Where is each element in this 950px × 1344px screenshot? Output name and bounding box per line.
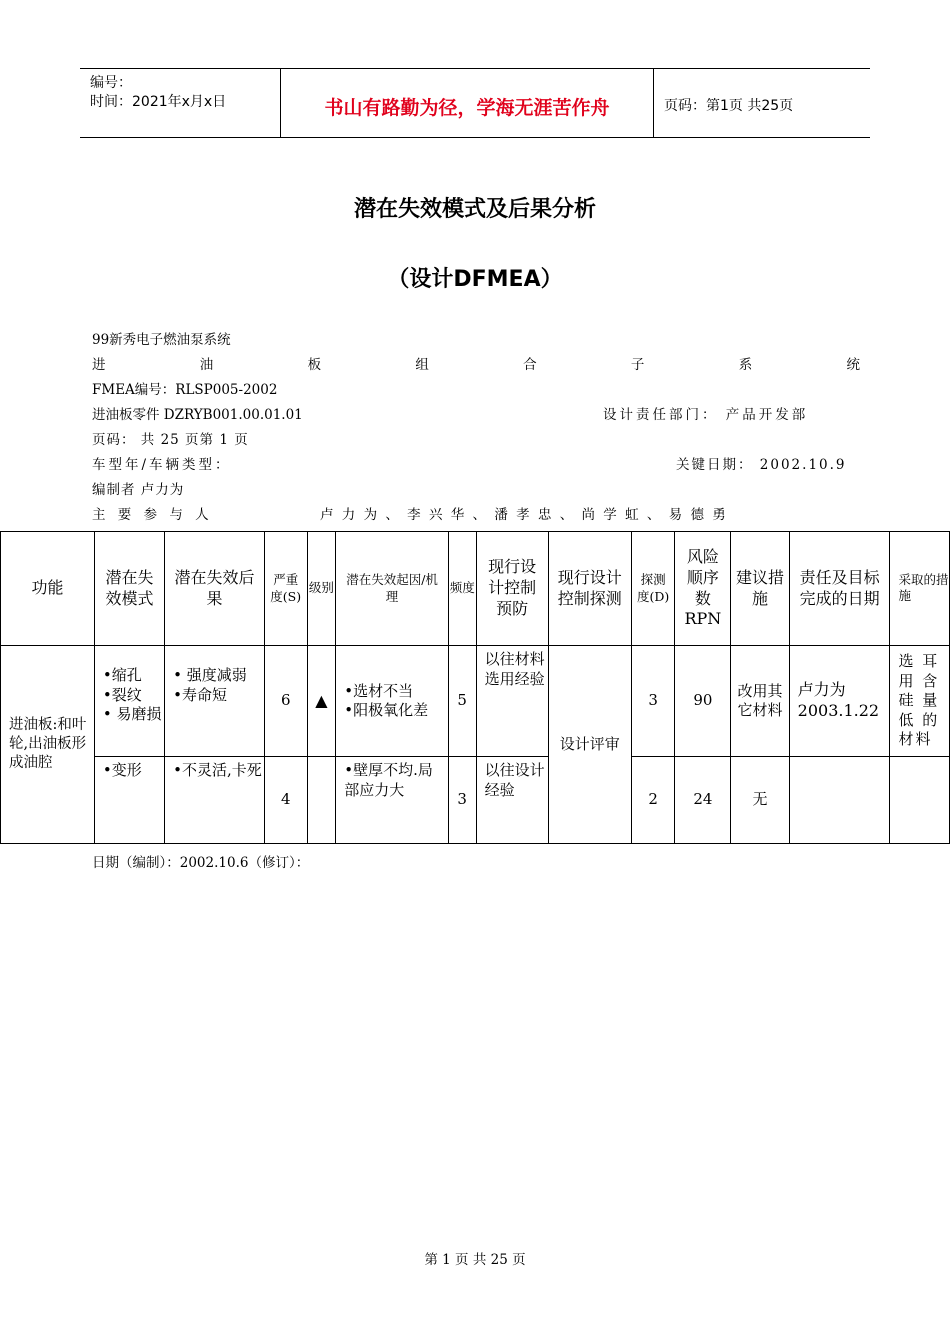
col-effects: 潜在失效后果 bbox=[165, 532, 265, 646]
fmea-table bbox=[0, 531, 950, 844]
doc-title: 潜在失效模式及后果分析 bbox=[353, 197, 596, 222]
col-class: 级别 bbox=[307, 532, 336, 646]
subsystem-char: 统 bbox=[846, 357, 860, 373]
responsibility-cell: 卢力为 2003.1.22 bbox=[789, 646, 890, 757]
participants-label: 主 要 参 与 人 bbox=[92, 507, 213, 523]
action-cell: 无 bbox=[731, 757, 789, 844]
rpn-cell: 90 bbox=[675, 646, 731, 757]
subsystem-char: 油 bbox=[199, 357, 214, 373]
footer-page-number: 第 1 页 共 25 页 bbox=[424, 1252, 526, 1268]
col-action-taken: 采取的措施 bbox=[890, 532, 950, 646]
prevention-cell: 以往设计经验 bbox=[476, 757, 548, 844]
subsystem-char: 板 bbox=[307, 357, 322, 373]
header-right-cell bbox=[654, 69, 870, 137]
rpn-cell: 24 bbox=[675, 757, 731, 844]
failure-mode-cell: •变形 bbox=[94, 757, 164, 844]
doc-date: 时间：2021年x月x日 bbox=[90, 94, 227, 110]
severity-cell: 6 bbox=[264, 646, 307, 757]
col-failure-mode: 潜在失效模式 bbox=[94, 532, 164, 646]
table-header-row bbox=[1, 532, 950, 646]
action-taken-cell bbox=[890, 757, 950, 844]
page-info: 页码： 共 25 页第 1 页 bbox=[92, 432, 249, 448]
severity-cell: 4 bbox=[264, 757, 307, 844]
table-row bbox=[1, 646, 950, 757]
doc-code: 编号： bbox=[90, 75, 132, 91]
col-responsibility: 责任及目标完成的日期 bbox=[789, 532, 890, 646]
cause-cell: •选材不当 •阳极氧化差 bbox=[336, 646, 449, 757]
system-name: 99新秀电子燃油泵系统 bbox=[92, 332, 231, 348]
prevention-cell: 以往材料选用经验 bbox=[476, 646, 548, 757]
key-date: 关键日期： 2002.10.9 bbox=[676, 457, 847, 473]
detection-cell: 2 bbox=[631, 757, 675, 844]
failure-mode-cell: •缩孔 •裂纹 • 易磨损 bbox=[94, 646, 164, 757]
footer-date: 日期（编制）：2002.10.6（修订）： bbox=[92, 855, 310, 871]
table-row bbox=[1, 757, 950, 844]
subsystem-char: 子 bbox=[630, 357, 645, 373]
col-detection-control: 现行设计控制探测 bbox=[548, 532, 631, 646]
part-number: 进油板零件 DZRYB001.00.01.01 bbox=[92, 407, 303, 423]
model-year: 车型年/车辆类型： bbox=[92, 457, 232, 473]
effects-cell: •不灵活,卡死 bbox=[165, 757, 265, 844]
fmea-number: FMEA编号：RLSP005-2002 bbox=[92, 382, 278, 398]
doc-subtitle: （设计DFMEA） bbox=[387, 267, 563, 292]
col-function: 功能 bbox=[1, 532, 95, 646]
participants: 卢 力 为 、 李 兴 华 、 潘 孝 忠 、 尚 学 虹 、 易 德 勇 bbox=[320, 507, 728, 523]
motto: 书山有路勤为径，学海无涯苦作舟 bbox=[324, 97, 610, 119]
class-mark bbox=[307, 757, 336, 844]
subsystem-char: 合 bbox=[523, 357, 537, 373]
effects-cell: • 强度减弱 •寿命短 bbox=[165, 646, 265, 757]
detection-cell: 3 bbox=[631, 646, 675, 757]
col-recommended-action: 建议措施 bbox=[731, 532, 789, 646]
col-prevention: 现行设计控制预防 bbox=[476, 532, 548, 646]
col-occurrence: 频度 bbox=[448, 532, 476, 646]
header-page-number: 页码：第1页 共25页 bbox=[664, 98, 794, 114]
detection-control-cell: 设计评审 bbox=[548, 646, 631, 844]
col-rpn: 风险顺序数RPN bbox=[675, 532, 731, 646]
subsystem-line bbox=[92, 353, 860, 373]
page-header bbox=[80, 68, 870, 138]
col-cause: 潜在失效起因/机理 bbox=[336, 532, 449, 646]
subsystem-char: 组 bbox=[415, 357, 429, 373]
cause-cell: •壁厚不均.局部应力大 bbox=[336, 757, 449, 844]
col-severity: 严重度(S) bbox=[264, 532, 307, 646]
action-taken-cell: 选 耳 用 含 硅 量 低 的 材料 bbox=[890, 646, 950, 757]
header-center-cell bbox=[281, 69, 654, 137]
function-cell: 进油板:和叶轮,出油板形成油腔 bbox=[1, 646, 95, 844]
prepared-by: 编制者 卢力为 bbox=[92, 482, 185, 498]
subsystem-char: 进 bbox=[92, 357, 106, 373]
class-mark: ▲ bbox=[307, 646, 336, 757]
action-cell: 改用其它材料 bbox=[731, 646, 789, 757]
occurrence-cell: 5 bbox=[448, 646, 476, 757]
design-dept: 设计责任部门： 产品开发部 bbox=[603, 407, 809, 423]
col-detection: 探测度(D) bbox=[631, 532, 675, 646]
occurrence-cell: 3 bbox=[448, 757, 476, 844]
subsystem-char: 系 bbox=[738, 357, 753, 373]
header-left-cell bbox=[80, 69, 281, 137]
responsibility-cell bbox=[789, 757, 890, 844]
